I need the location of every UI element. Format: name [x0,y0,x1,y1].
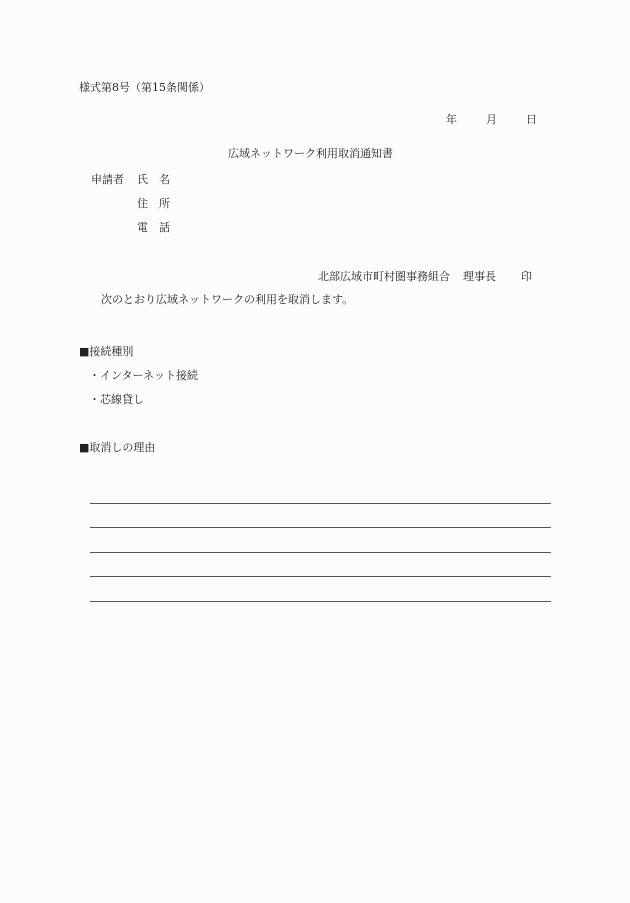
name-label-b: 名 [159,173,170,186]
reason-line-5[interactable] [90,601,551,602]
reason-heading: ■取消しの理由 [79,441,156,454]
applicant-name-field[interactable] [137,174,170,185]
applicant-phone-field[interactable] [137,222,170,233]
document-title: 広域ネットワーク利用取消通知書 [228,147,393,160]
addressee-organization: 北部広域市町村圏事務組合 [318,270,450,283]
addressee-position: 理事長 [463,270,496,283]
reason-line-2[interactable] [90,527,551,528]
date-year-label: 年 [446,113,457,126]
applicant-label: 申請者 [91,173,124,186]
phone-label-b: 話 [159,221,170,234]
addressee-line [318,271,532,282]
date-day-label: 日 [526,113,537,126]
date-line [446,114,537,125]
body-text: 次のとおり広域ネットワークの利用を取消します。 [101,293,354,306]
address-label-b: 所 [159,197,170,210]
applicant-address-field[interactable] [137,198,170,209]
reason-line-4[interactable] [90,576,551,577]
option-internet-connection[interactable]: ・インターネット接続 [89,369,199,382]
name-label-a: 氏 [137,173,148,186]
connection-type-heading: ■接続種別 [79,345,134,358]
phone-label-a: 電 [137,221,148,234]
form-number: 様式第8号（第15条関係） [79,81,210,94]
reason-line-1[interactable] [90,503,551,504]
address-label-a: 住 [137,197,148,210]
seal-mark: 印 [521,270,532,283]
reason-line-3[interactable] [90,552,551,553]
date-month-label: 月 [486,113,497,126]
option-dark-fiber-lease[interactable]: ・芯線貸し [89,393,144,406]
